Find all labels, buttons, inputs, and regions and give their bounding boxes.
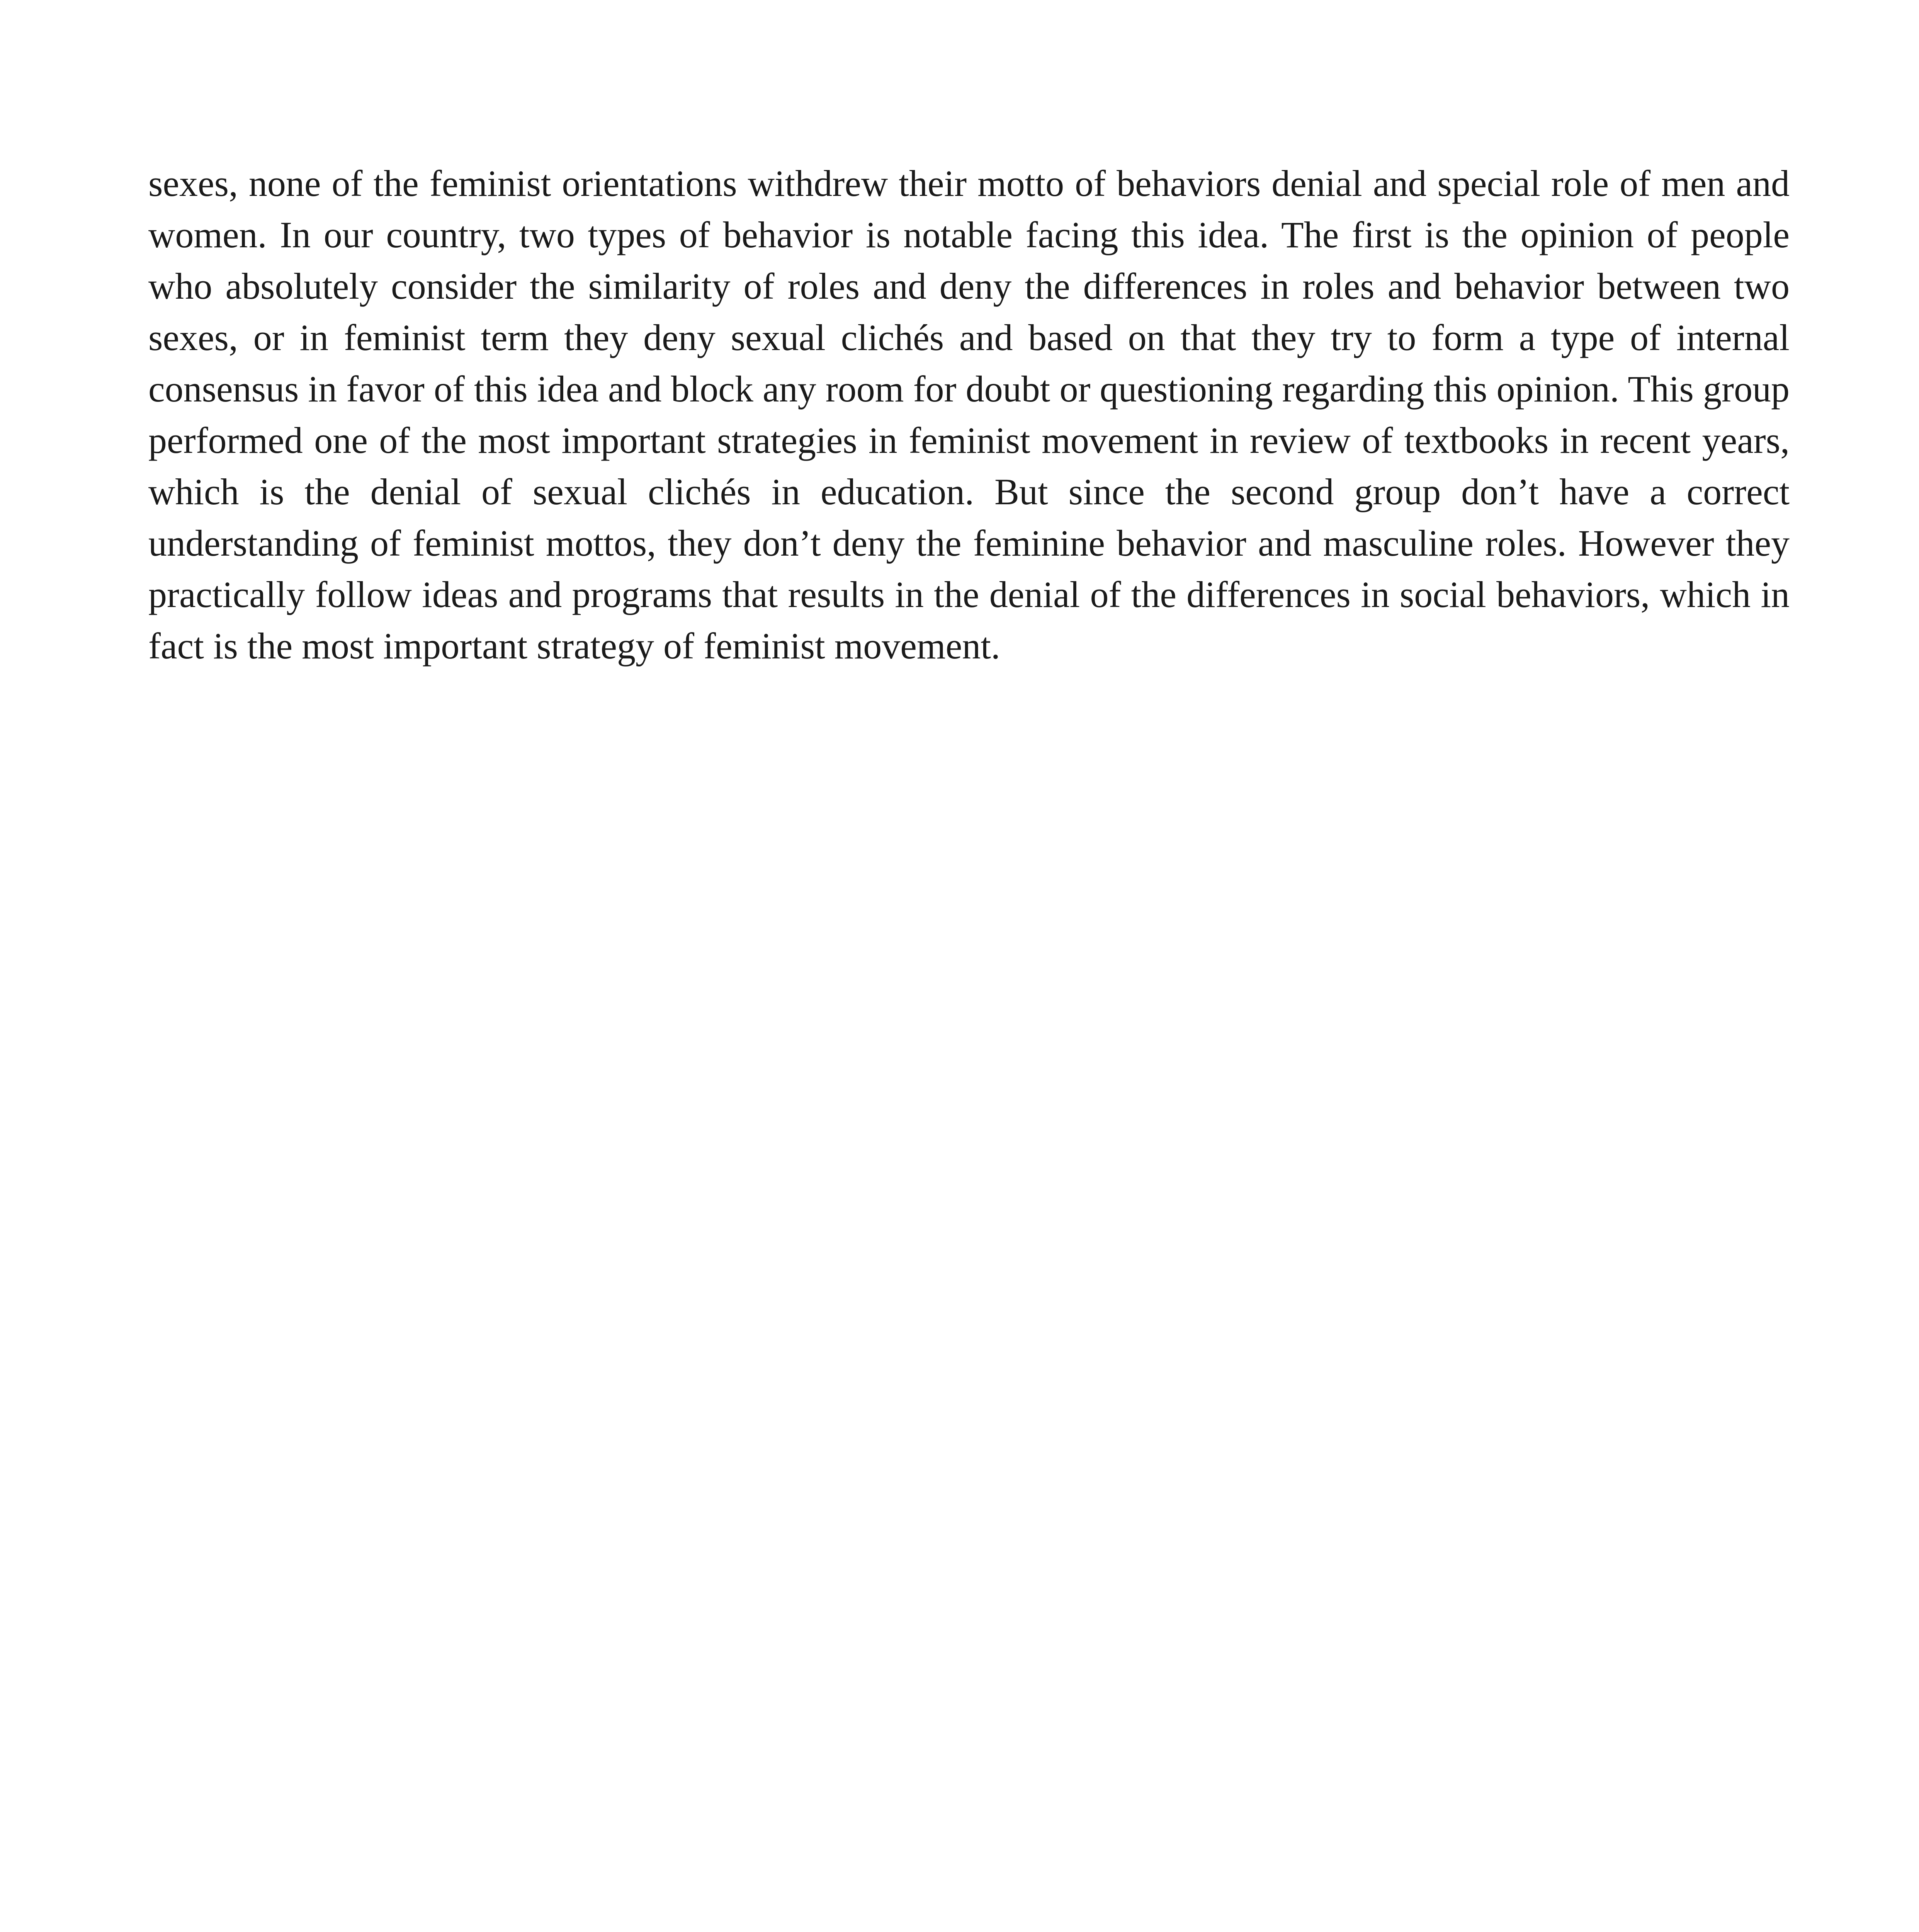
- body-paragraph: sexes, none of the feminist orientations withdrew their motto of behaviors denial and special role of men and women. In our country, two types of behavior is notable facing this idea. The first is the opinion of people who absolutely consider the similarity of roles and deny the differences in roles and behavior between two sexes, or in feminist term they deny sexual clichés and based on that they try to form a type of internal consensus in favor of this idea and block any room for doubt or questioning regarding this opinion. This group performed one of the most important strategies in feminist movement in review of textbooks in recent years, which is the denial of sexual clichés in education. But since the second group don’t have a correct understanding of feminist mottos, they don’t deny the feminine behavior and masculine roles. However they practically follow ideas and programs that results in the denial of the differences in social behaviors, which in fact is the most important strategy of feminist movement.: [148, 163, 1790, 667]
